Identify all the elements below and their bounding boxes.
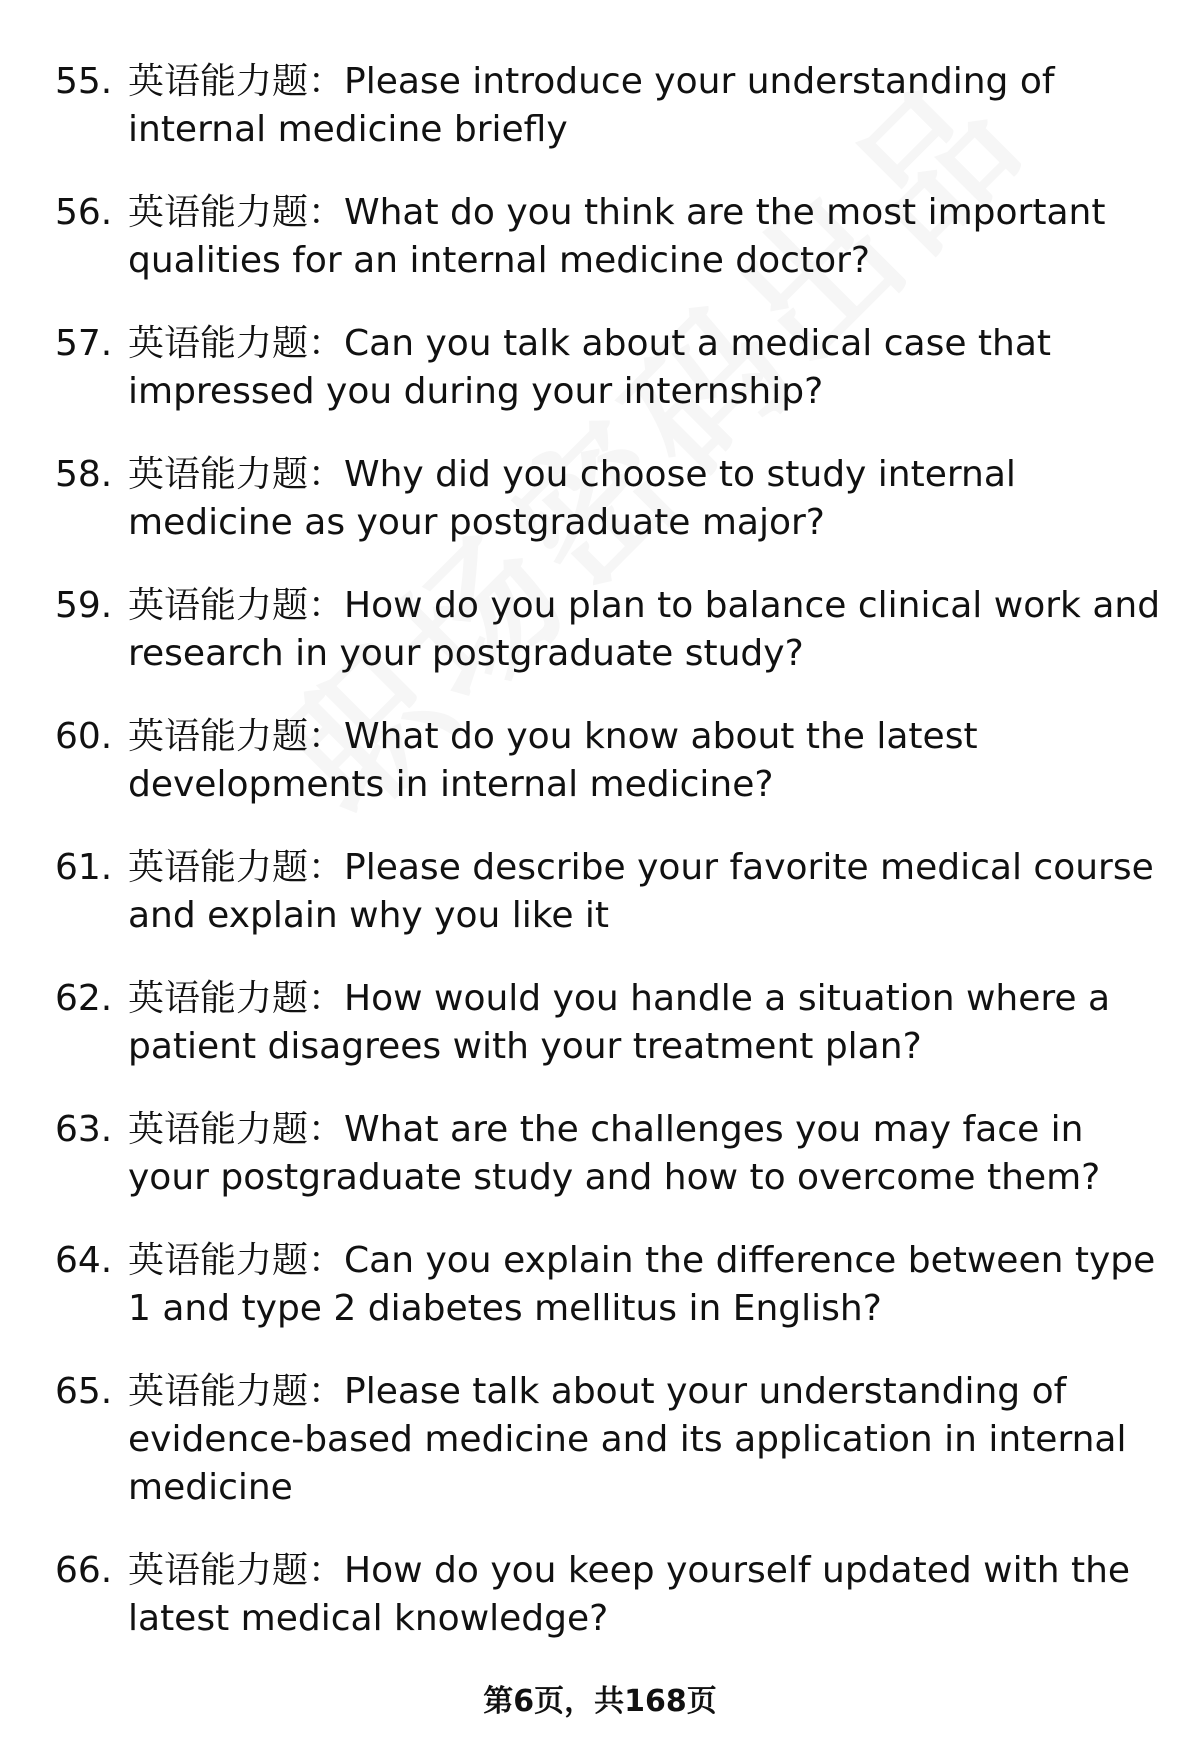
- question-number: 55.: [55, 61, 113, 102]
- question-category-label: 英语能力题：: [128, 454, 345, 495]
- question-category-label: 英语能力题：: [128, 323, 345, 364]
- question-number: 66.: [55, 1550, 113, 1591]
- question-body: [128, 713, 1165, 809]
- question-body: [128, 844, 1165, 940]
- question-item: [55, 713, 1165, 809]
- question-text: What do you think are the most important qualities for an internal medicine doctor?: [128, 192, 1106, 281]
- question-number: 65.: [55, 1371, 113, 1412]
- question-text: How do you keep yourself updated with the latest medical knowledge?: [128, 1550, 1131, 1639]
- question-text: How would you handle a situation where a patient disagrees with your treatment plan?: [128, 978, 1111, 1067]
- question-item: [55, 582, 1165, 678]
- question-text: How do you plan to balance clinical work and research in your postgraduate study?: [128, 585, 1161, 674]
- question-item: [55, 320, 1165, 416]
- question-text: What are the challenges you may face in your postgraduate study and how to overcome them?: [128, 1109, 1101, 1198]
- question-number: 59.: [55, 585, 113, 626]
- question-category-label: 英语能力题：: [128, 847, 345, 888]
- question-category-label: 英语能力题：: [128, 192, 345, 233]
- question-list: [55, 58, 1165, 1678]
- question-category-label: 英语能力题：: [128, 61, 345, 102]
- question-item: [55, 1237, 1165, 1333]
- question-item: [55, 1106, 1165, 1202]
- question-text: Can you explain the difference between type 1 and type 2 diabetes mellitus in English?: [128, 1240, 1156, 1329]
- question-item: [55, 451, 1165, 547]
- question-text: Please describe your favorite medical course and explain why you like it: [128, 847, 1154, 936]
- question-item: [55, 844, 1165, 940]
- question-text: Please introduce your understanding of internal medicine briefly: [128, 61, 1055, 150]
- question-text: Why did you choose to study internal medicine as your postgraduate major?: [128, 454, 1016, 543]
- question-body: [128, 975, 1165, 1071]
- question-category-label: 英语能力题：: [128, 1240, 345, 1281]
- question-body: [128, 320, 1165, 416]
- question-item: [55, 975, 1165, 1071]
- question-body: [128, 1547, 1165, 1643]
- question-body: [128, 582, 1165, 678]
- question-item: [55, 58, 1165, 154]
- question-item: [55, 1368, 1165, 1512]
- question-text: Can you talk about a medical case that impressed you during your internship?: [128, 323, 1052, 412]
- question-body: [128, 1237, 1165, 1333]
- question-item: [55, 189, 1165, 285]
- question-number: 58.: [55, 454, 113, 495]
- question-body: [128, 58, 1165, 154]
- question-text: Please talk about your understanding of evidence-based medicine and its application in internal medicine: [128, 1371, 1127, 1508]
- question-category-label: 英语能力题：: [128, 716, 345, 757]
- question-number: 63.: [55, 1109, 113, 1150]
- question-category-label: 英语能力题：: [128, 1371, 345, 1412]
- question-number: 60.: [55, 716, 113, 757]
- page-number-footer: 第6页，共168页: [483, 1684, 717, 1719]
- question-category-label: 英语能力题：: [128, 978, 345, 1019]
- question-number: 57.: [55, 323, 113, 364]
- question-item: [55, 1547, 1165, 1643]
- question-body: [128, 1106, 1165, 1202]
- question-category-label: 英语能力题：: [128, 1109, 345, 1150]
- question-number: 61.: [55, 847, 113, 888]
- question-category-label: 英语能力题：: [128, 585, 345, 626]
- question-number: 56.: [55, 192, 113, 233]
- question-body: [128, 189, 1165, 285]
- question-category-label: 英语能力题：: [128, 1550, 345, 1591]
- question-body: [128, 1368, 1165, 1512]
- question-body: [128, 451, 1165, 547]
- question-number: 64.: [55, 1240, 113, 1281]
- question-number: 62.: [55, 978, 113, 1019]
- question-text: What do you know about the latest developments in internal medicine?: [128, 716, 978, 805]
